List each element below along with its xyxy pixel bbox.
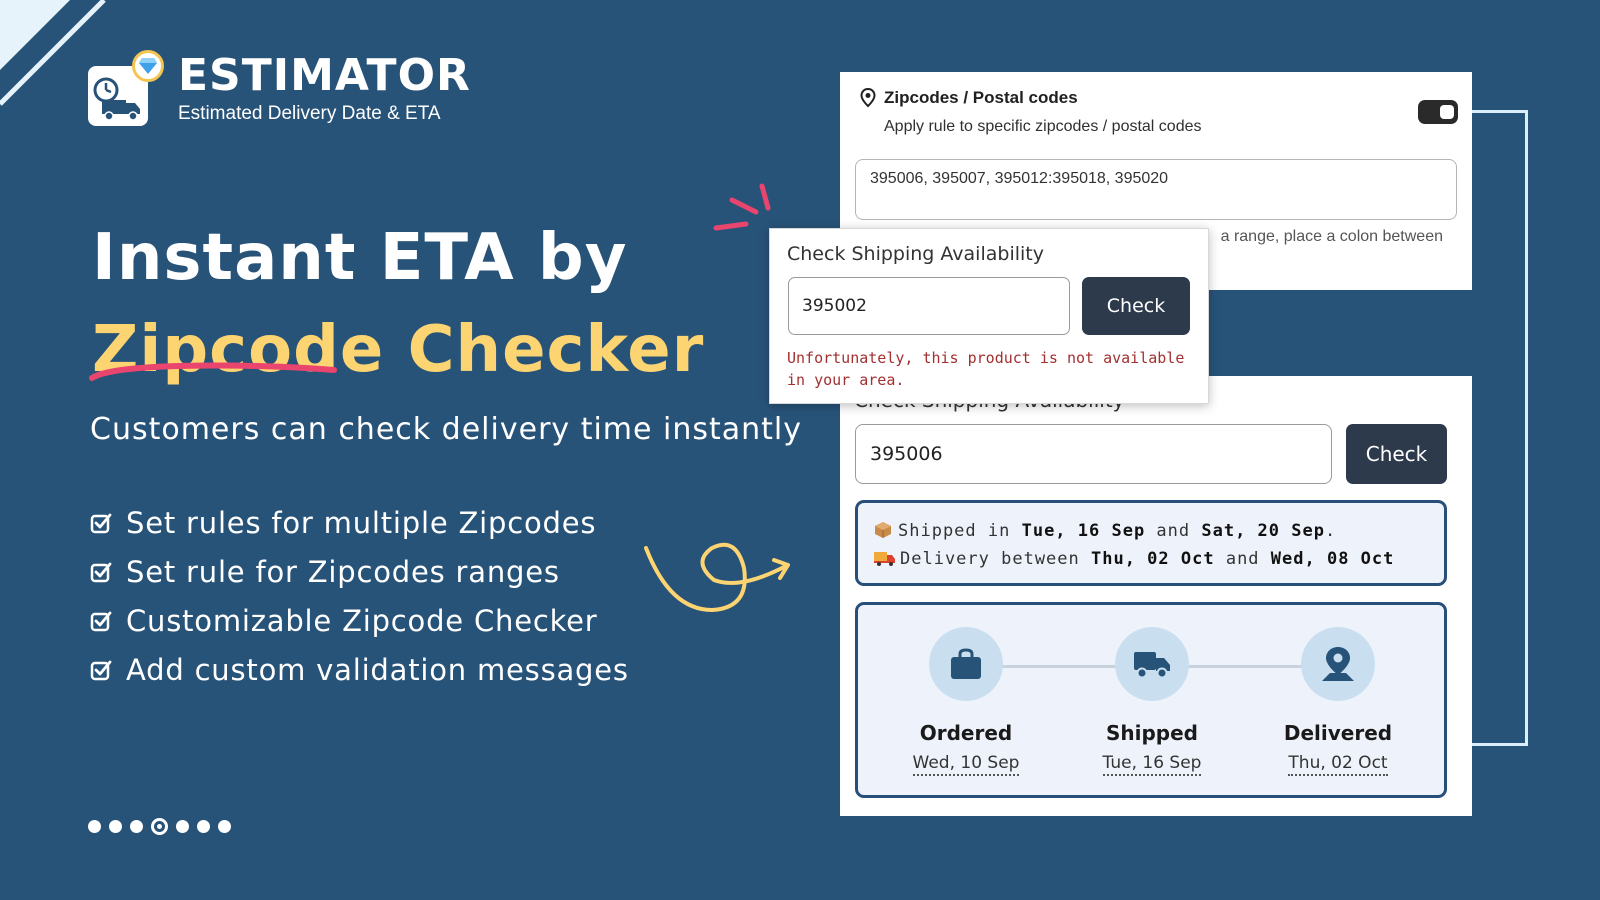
headline-highlight: Zipcode (92, 313, 385, 387)
step-label: Shipped (1105, 721, 1198, 745)
feature-list (90, 498, 629, 694)
zipcodes-help-text: a range, place a colon between (1220, 228, 1443, 245)
step-icon-circle (1115, 627, 1189, 701)
timeline-step-delivered (1263, 627, 1413, 776)
shipped-line: Shipped in Tue, 16 Sep and Sat, 20 Sep. (874, 517, 1428, 545)
carousel-dots (88, 818, 231, 835)
feature-item (90, 645, 629, 694)
carousel-dot[interactable] (88, 820, 101, 833)
delivery-line: Delivery between Thu, 02 Oct and Wed, 08 Oct (874, 545, 1428, 573)
diamond-icon (132, 50, 164, 82)
step-label: Delivered (1283, 721, 1393, 745)
location-pin-icon (860, 88, 876, 108)
truck-emoji-icon (874, 550, 896, 566)
storefront-check-button[interactable]: Check (1346, 424, 1447, 484)
zipcode-rule-toggle[interactable] (1418, 100, 1458, 124)
feature-text: Add custom validation messages (126, 652, 629, 687)
delivery-truck-icon (1133, 649, 1171, 679)
checkbox-checked-icon (90, 659, 112, 681)
carousel-dot[interactable] (218, 820, 231, 833)
storefront-checker-card (840, 376, 1472, 816)
zipcode-rule-title-text: Zipcodes / Postal codes (884, 88, 1078, 107)
package-icon (874, 521, 892, 539)
brand-tagline: Estimated Delivery Date & ETA (178, 103, 441, 124)
carousel-dot-active[interactable] (151, 818, 168, 835)
step-date: Thu, 02 Oct (1288, 753, 1387, 776)
zipcode-rule-description: Apply rule to specific zipcodes / postal codes (884, 118, 1202, 135)
carousel-dot[interactable] (130, 820, 143, 833)
headline-line-1: Instant ETA by (92, 221, 628, 295)
zipcode-checker-popup (769, 228, 1209, 404)
step-icon-circle (1301, 627, 1375, 701)
hero-subtitle: Customers can check delivery time instantly (90, 412, 802, 447)
headline-rest: Checker (384, 313, 705, 387)
feature-item (90, 498, 629, 547)
shopping-bag-icon (948, 647, 984, 681)
checkbox-checked-icon (90, 610, 112, 632)
zipcode-rule-title (860, 88, 1078, 108)
spark-lines-decoration (712, 180, 776, 236)
timeline-step-ordered (891, 627, 1041, 776)
step-icon-circle (929, 627, 1003, 701)
checkbox-checked-icon (90, 561, 112, 583)
feature-text: Set rules for multiple Zipcodes (126, 505, 597, 540)
loop-arrow-decoration (640, 530, 800, 620)
unavailable-error-message: Unfortunately, this product is not available in your area. (787, 349, 1185, 389)
step-label: Ordered (919, 721, 1013, 745)
panel-connector-bracket (1470, 110, 1528, 746)
popup-zipcode-input[interactable]: 395002 (788, 277, 1070, 335)
carousel-dot[interactable] (197, 820, 210, 833)
brand-header (88, 50, 471, 128)
feature-item (90, 547, 629, 596)
carousel-dot[interactable] (109, 820, 122, 833)
zipcodes-textarea[interactable]: 395006, 395007, 395012:395018, 395020 (855, 159, 1457, 220)
popup-checker-title: Check Shipping Availability (787, 243, 1044, 265)
delivery-timeline (855, 602, 1447, 798)
checkbox-checked-icon (90, 512, 112, 534)
carousel-dot[interactable] (176, 820, 189, 833)
brand-name: ESTIMATOR (178, 50, 471, 101)
step-date: Tue, 16 Sep (1103, 753, 1202, 776)
eta-message-box (855, 500, 1447, 586)
feature-text: Set rule for Zipcodes ranges (126, 554, 560, 589)
step-date: Wed, 10 Sep (913, 753, 1020, 776)
headline-underline-swoosh (88, 356, 348, 386)
map-pin-icon (1320, 645, 1356, 683)
storefront-zipcode-input[interactable]: 395006 (855, 424, 1332, 484)
timeline-step-shipped (1077, 627, 1227, 776)
brand-logo (88, 50, 150, 128)
popup-check-button[interactable]: Check (1082, 277, 1190, 335)
feature-text: Customizable Zipcode Checker (126, 603, 598, 638)
feature-item (90, 596, 629, 645)
